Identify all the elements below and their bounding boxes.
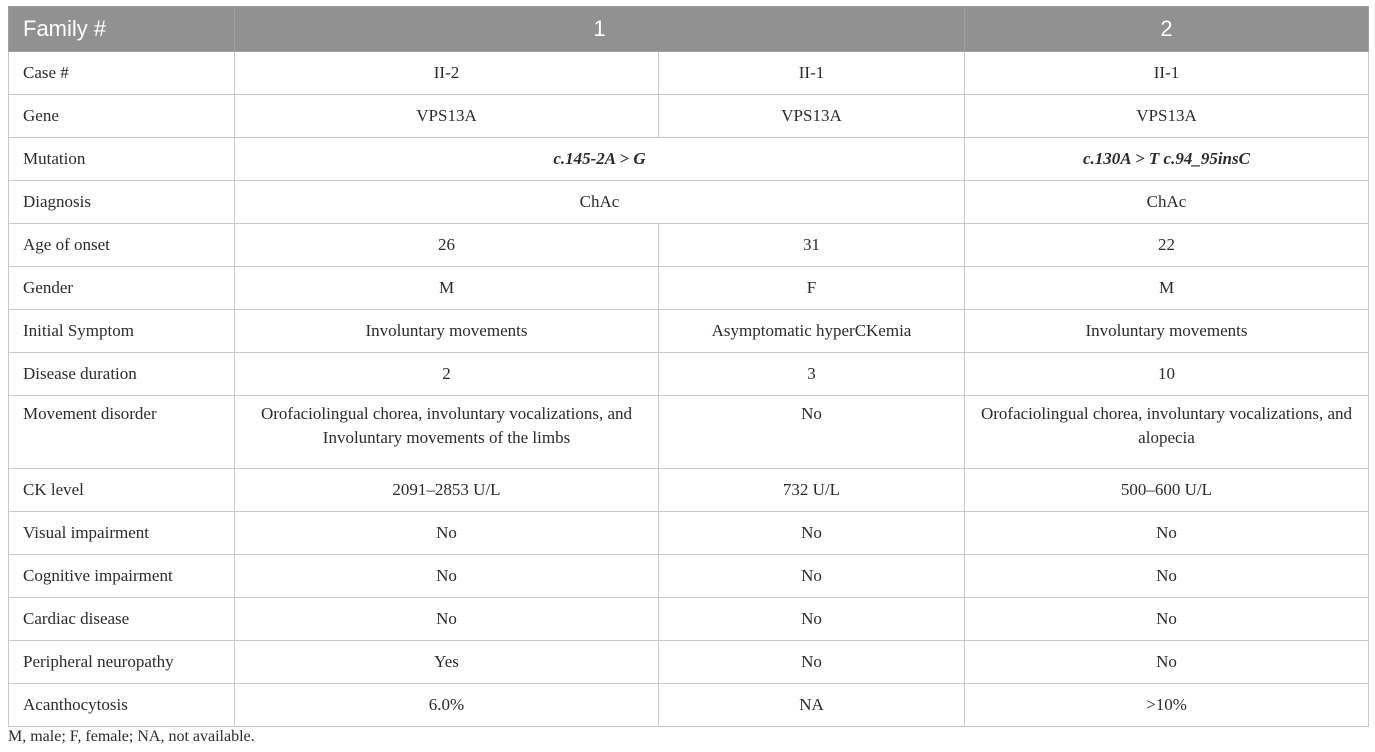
table-cell: 6.0% (235, 684, 659, 727)
row-label: CK level (9, 469, 235, 512)
table-cell: No (965, 555, 1369, 598)
row-label: Visual impairment (9, 512, 235, 555)
row-label: Gender (9, 267, 235, 310)
table-row (9, 224, 1369, 267)
table-row (9, 512, 1369, 555)
mutation-family-1: c.145-2A > G (235, 138, 965, 181)
table-row (9, 138, 1369, 181)
table-cell: Yes (235, 641, 659, 684)
table-container (8, 6, 1368, 727)
table-cell: No (235, 512, 659, 555)
table-cell: No (235, 598, 659, 641)
table-cell: No (659, 396, 965, 469)
header-family-label: Family # (9, 7, 235, 52)
header-family-1: 1 (235, 7, 965, 52)
table-cell: VPS13A (965, 95, 1369, 138)
table-cell: No (659, 641, 965, 684)
table-cell: No (659, 512, 965, 555)
table-footnote: M, male; F, female; NA, not available. (8, 728, 255, 745)
row-label: Diagnosis (9, 181, 235, 224)
table-cell: No (235, 555, 659, 598)
table-row (9, 684, 1369, 727)
table-row (9, 181, 1369, 224)
row-label: Age of onset (9, 224, 235, 267)
table-row (9, 555, 1369, 598)
table-cell: 2 (235, 353, 659, 396)
table-cell: F (659, 267, 965, 310)
table-cell: NA (659, 684, 965, 727)
row-label: Movement disorder (9, 396, 235, 469)
table-cell: 10 (965, 353, 1369, 396)
header-family-2: 2 (965, 7, 1369, 52)
table-row (9, 469, 1369, 512)
row-label: Case # (9, 52, 235, 95)
row-label: Cognitive impairment (9, 555, 235, 598)
table-cell: >10% (965, 684, 1369, 727)
table-cell: 2091–2853 U/L (235, 469, 659, 512)
row-label: Gene (9, 95, 235, 138)
table-cell: Involuntary movements (235, 310, 659, 353)
row-label: Mutation (9, 138, 235, 181)
row-label: Acanthocytosis (9, 684, 235, 727)
table-cell: M (965, 267, 1369, 310)
table-row (9, 267, 1369, 310)
row-label: Disease duration (9, 353, 235, 396)
table-row (9, 598, 1369, 641)
table-cell: II-1 (659, 52, 965, 95)
table-cell: 3 (659, 353, 965, 396)
table-cell: No (965, 641, 1369, 684)
table-row (9, 95, 1369, 138)
table-row (9, 353, 1369, 396)
header-row (9, 7, 1369, 52)
table-cell: 31 (659, 224, 965, 267)
table-cell: Involuntary movements (965, 310, 1369, 353)
row-label: Initial Symptom (9, 310, 235, 353)
table-cell: Orofaciolingual chorea, involuntary vocalizations, and alopecia (965, 396, 1369, 469)
table-cell: VPS13A (659, 95, 965, 138)
table-cell: No (659, 598, 965, 641)
table-cell: II-1 (965, 52, 1369, 95)
table-cell: 22 (965, 224, 1369, 267)
table-cell: 732 U/L (659, 469, 965, 512)
table-cell: No (659, 555, 965, 598)
table-cell: Orofaciolingual chorea, involuntary vocalizations, and Involuntary movements of the limbs (235, 396, 659, 469)
table-cell: M (235, 267, 659, 310)
mutation-family-2: c.130A > T c.94_95insC (965, 138, 1369, 181)
table-cell: II-2 (235, 52, 659, 95)
row-label: Peripheral neuropathy (9, 641, 235, 684)
diagnosis-family-1: ChAc (235, 181, 965, 224)
table-row (9, 641, 1369, 684)
diagnosis-family-2: ChAc (965, 181, 1369, 224)
patient-table (8, 6, 1369, 727)
table-row (9, 52, 1369, 95)
table-cell: 500–600 U/L (965, 469, 1369, 512)
table-row (9, 310, 1369, 353)
table-cell: No (965, 598, 1369, 641)
row-label: Cardiac disease (9, 598, 235, 641)
table-cell: Asymptomatic hyperCKemia (659, 310, 965, 353)
table-cell: No (965, 512, 1369, 555)
table-cell: VPS13A (235, 95, 659, 138)
table-row (9, 396, 1369, 469)
table-cell: 26 (235, 224, 659, 267)
